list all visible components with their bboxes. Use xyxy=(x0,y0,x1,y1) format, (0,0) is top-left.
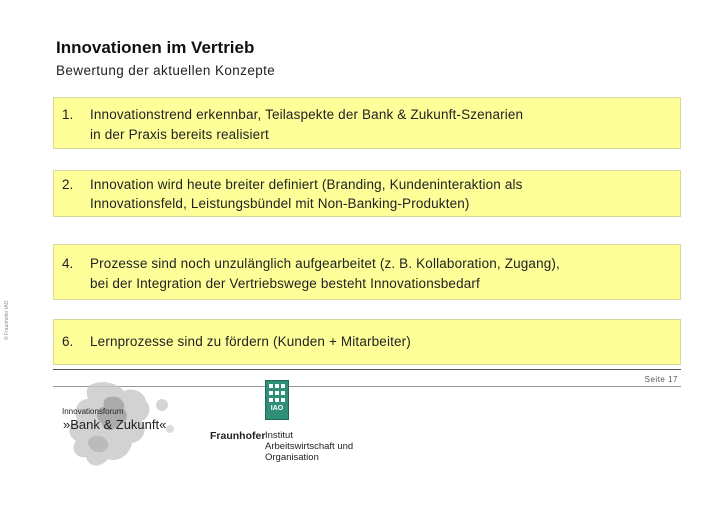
institute-name xyxy=(265,430,353,463)
footer-divider xyxy=(53,369,681,370)
finding-text-line: Innovation wird heute breiter definiert (Branding, Kundeninteraktion als xyxy=(90,177,523,192)
finding-box-4 xyxy=(53,244,681,300)
finding-text-line: in der Praxis bereits realisiert xyxy=(90,127,269,142)
institute-line: Arbeitswirtschaft und xyxy=(265,441,354,452)
bank-brand-text: »Bank & Zukunft« xyxy=(63,417,167,432)
finding-text-line: bei der Integration der Vertriebswege besteht Innovationsbedarf xyxy=(90,276,480,291)
finding-text-line: Prozesse sind noch unzulänglich aufgearbeitet (z. B. Kollaboration, Zugang), xyxy=(90,256,560,271)
fraunhofer-iao-logo xyxy=(210,380,360,480)
finding-box-1 xyxy=(53,97,681,149)
iao-emblem-icon xyxy=(265,380,289,420)
finding-number: 2. xyxy=(62,177,74,192)
finding-number: 6. xyxy=(62,334,74,349)
institute-line: Institut xyxy=(265,430,293,441)
side-copyright: © Fraunhofer IAO xyxy=(4,300,10,340)
institute-line: Organisation xyxy=(265,452,319,463)
page-number: Seite 17 xyxy=(644,375,678,384)
finding-box-2 xyxy=(53,170,681,217)
iao-label: IAO xyxy=(270,405,284,412)
page-title: Innovationen im Vertrieb xyxy=(56,38,255,57)
finding-number: 1. xyxy=(62,107,74,122)
map-silhouette-icon xyxy=(52,377,202,487)
finding-text-line: Lernprozesse sind zu fördern (Kunden + Mitarbeiter) xyxy=(90,334,411,349)
fraunhofer-name: Fraunhofer xyxy=(210,430,266,442)
finding-text-line: Innovationsfeld, Leistungsbündel mit Non-Banking-Produkten) xyxy=(90,196,470,211)
page-subtitle: Bewertung der aktuellen Konzepte xyxy=(56,63,276,78)
bank-zukunft-logo xyxy=(52,377,202,487)
finding-box-6 xyxy=(53,319,681,365)
finding-text-line: Innovationstrend erkennbar, Teilaspekte der Bank & Zukunft-Szenarien xyxy=(90,107,524,122)
finding-number: 4. xyxy=(62,256,74,271)
bank-forum-label: Innovationsforum xyxy=(62,407,124,416)
